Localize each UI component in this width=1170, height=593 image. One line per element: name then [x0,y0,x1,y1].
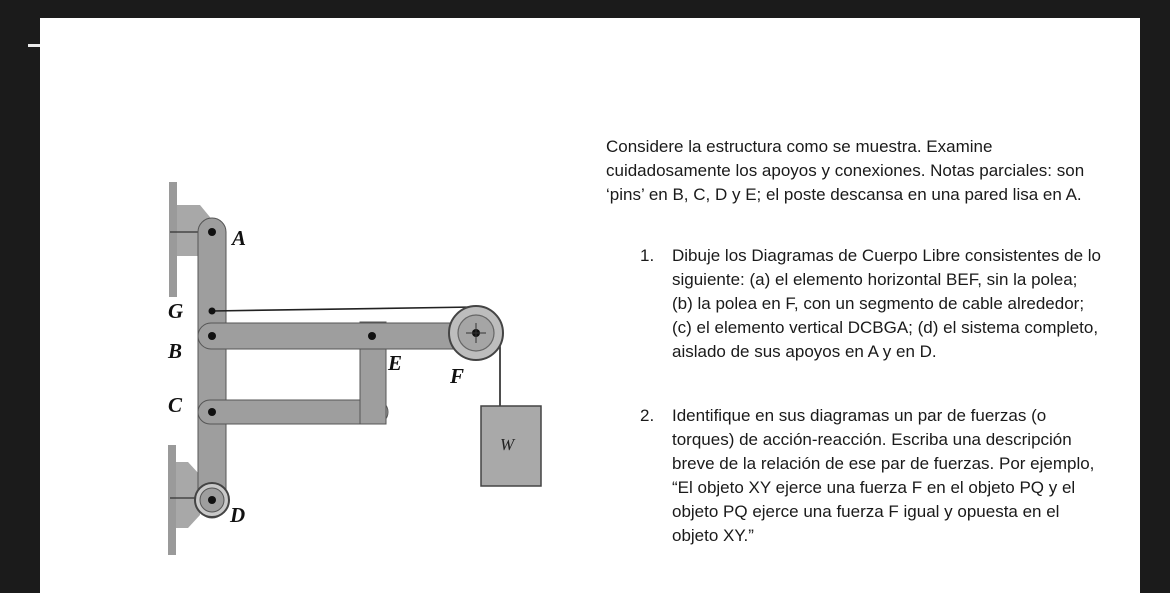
pin-e [368,332,376,340]
pin-a [208,228,216,236]
problem-text [606,135,1101,548]
top-bar [0,0,1170,18]
question-text: Identifique en sus diagramas un par de fuerzas (o torques) de acción-reacción. Escriba una descripción breve de la relación de ese par de fuerzas. Por ejemplo, “El objeto XY ejerce una fuerza F en el objeto PQ y el objeto PQ ejerce una fuerza F igual y opuesta en el objeto XY.” [672,406,1095,545]
label-f: F [450,364,465,388]
intro-paragraph: Considere la estructura como se muestra. Examine cuidadosamente los apoyos y conexiones. Notas parciales: son ‘pins’ en B, C, D y E; el poste descansa en una pared lisa en A. [606,137,1085,204]
label-c: C [168,393,183,417]
question-number: 2. [640,406,655,425]
question-number: 1. [640,246,655,265]
question-list [606,244,1101,548]
dash-mark [28,44,40,47]
question-text: Dibuje los Diagramas de Cuerpo Libre consistentes de lo siguiente: (a) el elemento horizontal BEF, sin la polea; (b) la polea en F, con un segmento de cable alrededor; (c) el elemento vertical DCBGA; (d) el sistema completo, aislado de sus apoyos en A y en D. [672,246,1102,361]
pin-g [209,308,216,315]
vertical-member-dcbga [198,218,226,518]
label-a: A [232,226,247,250]
pin-d [208,496,216,504]
label-e: E [388,351,403,375]
pin-c [208,408,216,416]
label-d: D [230,503,246,527]
question-item [606,404,1101,548]
label-b: B [168,339,183,363]
structure-diagram [120,160,560,580]
pin-b [208,332,216,340]
pulley-f [449,306,503,360]
question-item [606,244,1101,364]
label-g: G [168,299,184,323]
label-w: W [500,435,515,454]
